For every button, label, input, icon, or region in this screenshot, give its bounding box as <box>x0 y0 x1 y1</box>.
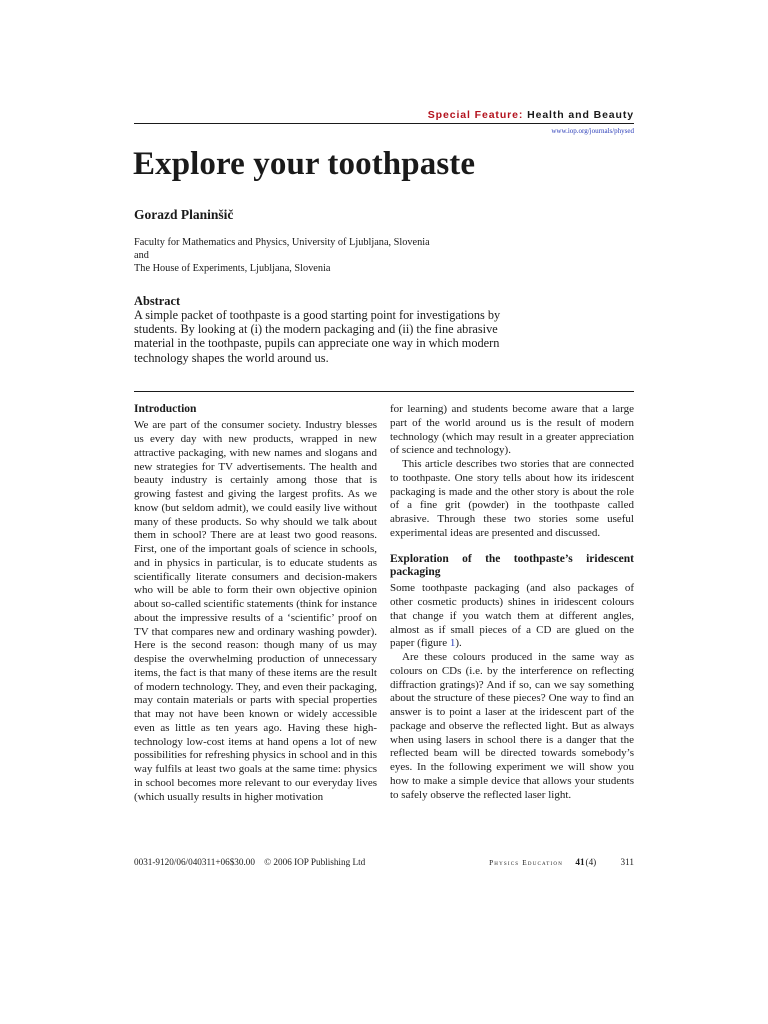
journal-name: Physics Education <box>489 859 564 867</box>
abstract-rule <box>134 391 634 392</box>
author-affiliation <box>134 236 634 275</box>
right-column <box>390 403 634 802</box>
author-name: Gorazd Planinšič <box>134 207 234 222</box>
introduction-paragraph-2: This article describes two stories that are connected to toothpaste. One story tells about how its iridescent packaging is made and the other story is about the role of a fine grit (powder) in the toothpaste called abrasive. Through these two stories some useful experimental ideas are presented and discussed. <box>390 458 634 539</box>
affiliation-and: and <box>134 250 149 261</box>
introduction-paragraph-1-continued: for learning) and students become aware that a large part of the world around us is the result of modern technology (which may result in a greater appreciation of science and technology). <box>390 403 634 457</box>
affiliation-line-1: Faculty for Mathematics and Physics, University of Ljubljana, Slovenia <box>134 237 430 248</box>
iridescent-paragraph-1-end: ). <box>455 637 462 650</box>
journal-volume: 41 <box>575 857 585 867</box>
journal-issue: (4) <box>585 857 597 867</box>
iridescent-packaging-heading: Exploration of the toothpaste’s iridescent packaging <box>390 552 634 578</box>
copyright-notice: © 2006 IOP Publishing Ltd <box>264 857 366 867</box>
feature-label: Special Feature: <box>427 109 524 121</box>
article-title: Explore your toothpaste <box>133 146 476 182</box>
article-code: 0031-9120/06/040311+06$30.00 <box>134 857 255 867</box>
special-feature-header <box>428 109 634 121</box>
introduction-paragraph-1: We are part of the consumer society. Industry blesses us every day with new products, wrapped in new attractive packaging, with new names and slogans and new strategies for TV advertisements. The health and beauty industry is certainly among those that is growing fastest and giving the largest profits. As we know (but seldom admit), we could easily live without many of these products. So why should we talk about them in school? There are at least two good reasons. First, one of the important goals of science in schools, and in physics in particular, is to educate students as scientifically literate consumers and decision-makers who will be able to form their own objective opinion about so-called scientific statements (think for instance about the impressive results of a ‘scientific’ proof on TV that compares new and ordinary washing powder). Here is the second reason: though many of us may despise the overwhelming production of unnecessary items, the fact is that many of these items are the result of modern technology. They, and even their packaging, may contain materials or parts with special properties that may not have been known or widely accessible even as little as ten years ago. Having these high-technology low-cost items at hand opens a lot of new possibilities for refreshing physics in school and in this way fulfils at least two goals at the same time: physics in school becomes more relevant to our everyday lives (which usually results in higher motivation <box>134 419 377 803</box>
figure-1-link[interactable]: 1 <box>449 637 456 650</box>
footer-citation <box>134 857 365 867</box>
abstract-text: A simple packet of toothpaste is a good starting point for investigations by students. By looking at (i) the modern packaging and (ii) the fine abrasive material in the toothpaste, pupils can appreciate one way in which modern technology shapes the world around us. <box>134 308 501 365</box>
footer-journal-info <box>489 857 634 867</box>
iridescent-paragraph-2: Are these colours produced in the same way as colours on CDs (i.e. by the interference on reflecting diffraction gratings)? And if so, can we say something about the structure of these pieces? One way to find an answer is to point a laser at the iridescent part of the package and observe the reflected light. But as always when using lasers in school there is a danger that the reflected beam will be directed towards somebody’s eyes. In the following experiment we will show you how to make a simple device that allows your students to safely observe the reflected laser light. <box>390 651 634 801</box>
left-column <box>134 403 377 804</box>
header-rule <box>134 123 634 124</box>
page-number: 311 <box>620 857 634 867</box>
iridescent-paragraph-1 <box>390 582 634 651</box>
iridescent-paragraph-1-text: Some toothpaste packaging (and also packages of other cosmetic products) shines in iridescent colours that change if you watch them at different angles, almost as if small pieces of a CD are glued on the paper (figure <box>390 582 634 650</box>
feature-topic: Health and Beauty <box>527 109 634 121</box>
introduction-heading: Introduction <box>134 403 197 415</box>
abstract-heading: Abstract <box>134 294 181 308</box>
journal-url-link[interactable]: www.iop.org/journals/physed <box>551 127 634 135</box>
affiliation-line-2: The House of Experiments, Ljubljana, Slovenia <box>134 263 331 274</box>
